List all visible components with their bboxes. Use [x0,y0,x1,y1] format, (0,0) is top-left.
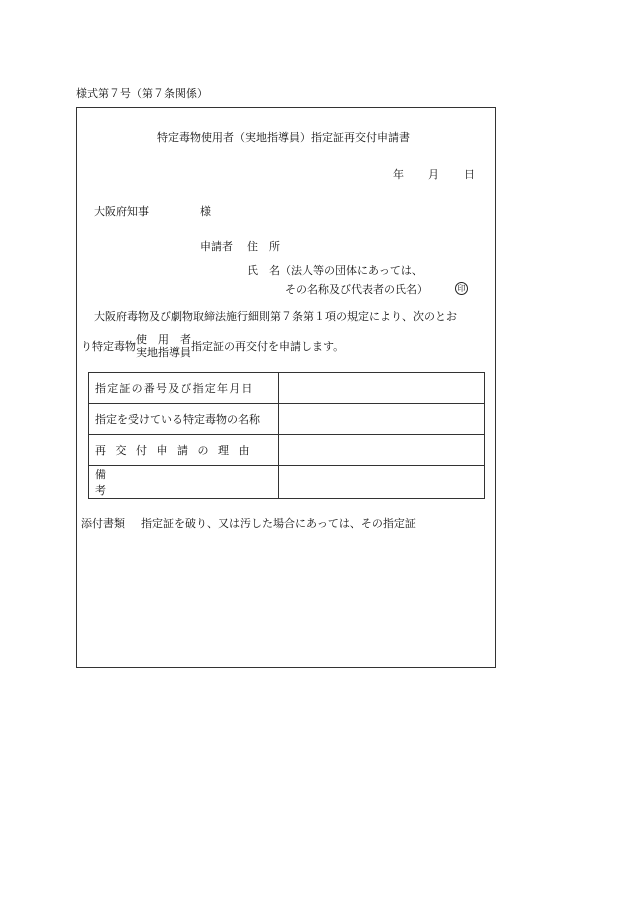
date-month: 月 [428,168,439,181]
row-label: 再交付申請の理由 [89,435,279,466]
body-line-2-start: り特定毒物 [81,340,136,353]
form-number: 様式第７号（第７条関係） [76,87,208,100]
row-value[interactable] [279,373,485,404]
role-option-instructor: 実地指導員 [136,346,191,359]
row-value[interactable] [279,435,485,466]
row-label: 指定証の番号及び指定年月日 [89,373,279,404]
table-row [89,373,485,404]
attachment-label: 添付書類 [81,517,125,530]
addressee-honorific: 様 [200,205,211,218]
document-title: 特定毒物使用者（実地指導員）指定証再交付申請書 [157,131,410,144]
body-line-2 [81,333,344,359]
body-line-1: 大阪府毒物及び劇物取締法施行細則第７条第１項の規定により、次のとお [94,310,457,323]
addressee-name: 大阪府知事 [94,205,149,218]
attachment-text: 指定証を破り、又は汚した場合にあっては、その指定証 [141,517,416,530]
table-row [89,466,485,499]
role-options [136,333,191,359]
applicant-name-label: 氏 名（法人等の団体にあっては、 [247,264,423,277]
date-year: 年 [393,168,404,181]
applicant-label: 申請者 [200,240,233,253]
table-row [89,435,485,466]
role-option-user: 使 用 者 [136,333,191,346]
applicant-address-label: 住 所 [247,240,280,253]
seal-mark: 印 [455,282,468,295]
row-value[interactable] [279,404,485,435]
row-label: 指定を受けている特定毒物の名称 [89,404,279,435]
body-line-2-end: 指定証の再交付を申請します。 [191,340,345,353]
row-value[interactable] [279,466,485,499]
table-row [89,404,485,435]
row-label: 備考 [89,466,279,499]
applicant-name-note: その名称及び代表者の氏名） [285,283,428,296]
application-table [88,372,485,499]
date-day: 日 [464,168,475,181]
